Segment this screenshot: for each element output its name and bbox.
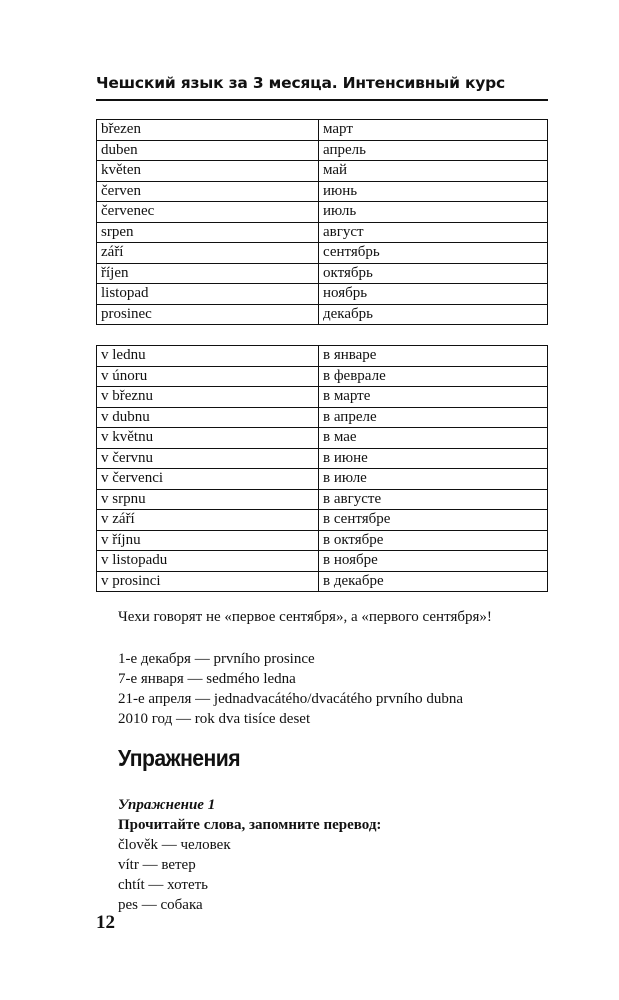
vocab-pair: pes — собака xyxy=(118,897,203,913)
russian-phrase: в августе xyxy=(319,489,548,510)
table-row xyxy=(97,181,548,202)
vocab-pair: chtít — хотеть xyxy=(118,877,208,893)
russian-word: ноябрь xyxy=(319,284,548,305)
czech-word: září xyxy=(97,243,319,264)
czech-phrase: v srpnu xyxy=(97,489,319,510)
czech-phrase: v prosinci xyxy=(97,571,319,592)
czech-word: květen xyxy=(97,161,319,182)
exercise-title: Упражнение 1 xyxy=(118,797,216,813)
russian-phrase: в октябре xyxy=(319,530,548,551)
czech-phrase: v červenci xyxy=(97,469,319,490)
russian-word: октябрь xyxy=(319,263,548,284)
czech-phrase: v únoru xyxy=(97,366,319,387)
in-months-table xyxy=(96,345,548,592)
table-row xyxy=(97,284,548,305)
czech-phrase: v květnu xyxy=(97,428,319,449)
months-table xyxy=(96,119,548,325)
table-row xyxy=(97,448,548,469)
russian-word: декабрь xyxy=(319,304,548,325)
table-row xyxy=(97,346,548,367)
table-row xyxy=(97,120,548,141)
exercise-instruction: Прочитайте слова, запомните перевод: xyxy=(118,817,382,833)
russian-word: апрель xyxy=(319,140,548,161)
table-row xyxy=(97,202,548,223)
date-example: 21-е апреля — jednadvacátého/dvacátého prvního dubna xyxy=(118,691,463,707)
usage-note: Чехи говорят не «первое сентября», а «первого сентября»! xyxy=(118,609,492,625)
russian-phrase: в ноябре xyxy=(319,551,548,572)
table-row xyxy=(97,530,548,551)
page-number: 12 xyxy=(96,912,115,933)
russian-phrase: в апреле xyxy=(319,407,548,428)
date-example: 1-е декабря — prvního prosince xyxy=(118,651,315,667)
russian-phrase: в декабре xyxy=(319,571,548,592)
table-row xyxy=(97,469,548,490)
table-row xyxy=(97,304,548,325)
table-row xyxy=(97,571,548,592)
section-title: Упражнения xyxy=(118,745,241,771)
table-row xyxy=(97,140,548,161)
date-example: 7-е января — sedmého ledna xyxy=(118,671,296,687)
table-row xyxy=(97,387,548,408)
czech-phrase: v březnu xyxy=(97,387,319,408)
czech-word: duben xyxy=(97,140,319,161)
vocab-pair: vítr — ветер xyxy=(118,857,196,873)
vocab-pair: člověk — человек xyxy=(118,837,231,853)
czech-word: březen xyxy=(97,120,319,141)
russian-phrase: в сентябре xyxy=(319,510,548,531)
running-head-title: Чешский язык за 3 месяца. Интенсивный курс xyxy=(96,74,506,92)
czech-word: červen xyxy=(97,181,319,202)
table-row xyxy=(97,510,548,531)
date-example: 2010 год — rok dva tisíce deset xyxy=(118,711,311,727)
table-row xyxy=(97,263,548,284)
czech-phrase: v dubnu xyxy=(97,407,319,428)
czech-phrase: v listopadu xyxy=(97,551,319,572)
table-row xyxy=(97,428,548,449)
table-row xyxy=(97,243,548,264)
russian-phrase: в мае xyxy=(319,428,548,449)
table-row xyxy=(97,366,548,387)
czech-word: prosinec xyxy=(97,304,319,325)
russian-word: март xyxy=(319,120,548,141)
russian-word: май xyxy=(319,161,548,182)
russian-phrase: в марте xyxy=(319,387,548,408)
russian-phrase: в январе xyxy=(319,346,548,367)
table-row xyxy=(97,407,548,428)
czech-phrase: v červnu xyxy=(97,448,319,469)
table-row xyxy=(97,489,548,510)
czech-word: říjen xyxy=(97,263,319,284)
russian-word: июль xyxy=(319,202,548,223)
table-row xyxy=(97,551,548,572)
czech-word: listopad xyxy=(97,284,319,305)
russian-phrase: в июне xyxy=(319,448,548,469)
table-row xyxy=(97,222,548,243)
header-rule xyxy=(96,99,548,101)
russian-word: сентябрь xyxy=(319,243,548,264)
russian-phrase: в феврале xyxy=(319,366,548,387)
russian-word: август xyxy=(319,222,548,243)
czech-phrase: v lednu xyxy=(97,346,319,367)
russian-word: июнь xyxy=(319,181,548,202)
czech-word: červenec xyxy=(97,202,319,223)
table-row xyxy=(97,161,548,182)
czech-word: srpen xyxy=(97,222,319,243)
czech-phrase: v říjnu xyxy=(97,530,319,551)
russian-phrase: в июле xyxy=(319,469,548,490)
czech-phrase: v září xyxy=(97,510,319,531)
